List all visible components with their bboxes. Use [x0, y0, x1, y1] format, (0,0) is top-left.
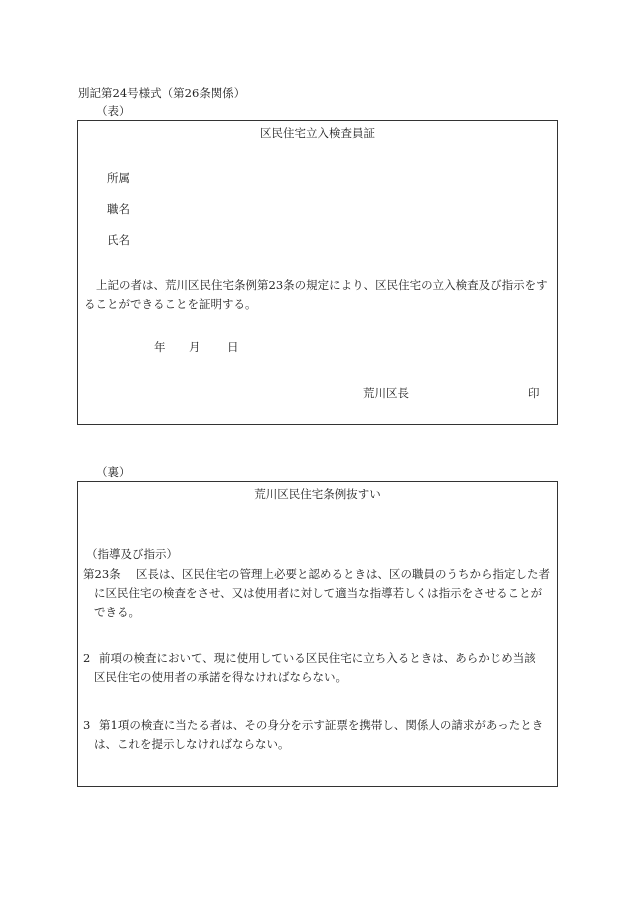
form-label: 別記第24号様式（第26条関係）: [78, 86, 246, 100]
para3-number: 3: [83, 718, 91, 732]
certification-line-1: 上記の者は、荒川区民住宅条例第23条の規定により、区民住宅の立入検査及び指示をす: [96, 278, 548, 292]
front-card: [77, 120, 558, 425]
date-month: 月: [189, 340, 201, 354]
front-title: 区民住宅立入検査員証: [260, 126, 375, 140]
field-name: 氏名: [107, 233, 130, 247]
para2-line-2: 区民住宅の使用者の承諾を得なければならない。: [94, 670, 347, 684]
back-title: 荒川区民住宅条例抜すい: [254, 487, 381, 501]
seal-mark: 印: [528, 386, 540, 400]
para3-line-2: は、これを提示しなければならない。: [94, 737, 290, 751]
field-position: 職名: [107, 202, 130, 216]
date-day: 日: [227, 340, 239, 354]
issuer: 荒川区長: [363, 386, 409, 400]
certification-line-2: ることができることを証明する。: [84, 297, 257, 311]
back-side-label: （裏）: [96, 465, 131, 479]
front-side-label: （表）: [96, 104, 131, 118]
article-line-1: 区長は、区民住宅の管理上必要と認めるときは、区の職員のうちから指定した者: [136, 567, 550, 581]
para3-line-1: 第1項の検査に当たる者は、その身分を示す証票を携帯し、関係人の請求があったとき: [99, 718, 544, 732]
article-number: 第23条: [83, 567, 121, 581]
back-card: [77, 481, 558, 787]
section-caption: （指導及び指示）: [86, 547, 178, 561]
para2-line-1: 前項の検査において、現に使用している区民住宅に立ち入るときは、あらかじめ当該: [99, 651, 536, 665]
para2-number: 2: [83, 651, 91, 665]
article-line-2: に区民住宅の検査をさせ、又は使用者に対して適当な指導若しくは指示をさせることが: [94, 586, 543, 600]
date-year: 年: [154, 340, 166, 354]
article-line-3: できる。: [94, 605, 140, 619]
field-affiliation: 所属: [107, 171, 130, 185]
